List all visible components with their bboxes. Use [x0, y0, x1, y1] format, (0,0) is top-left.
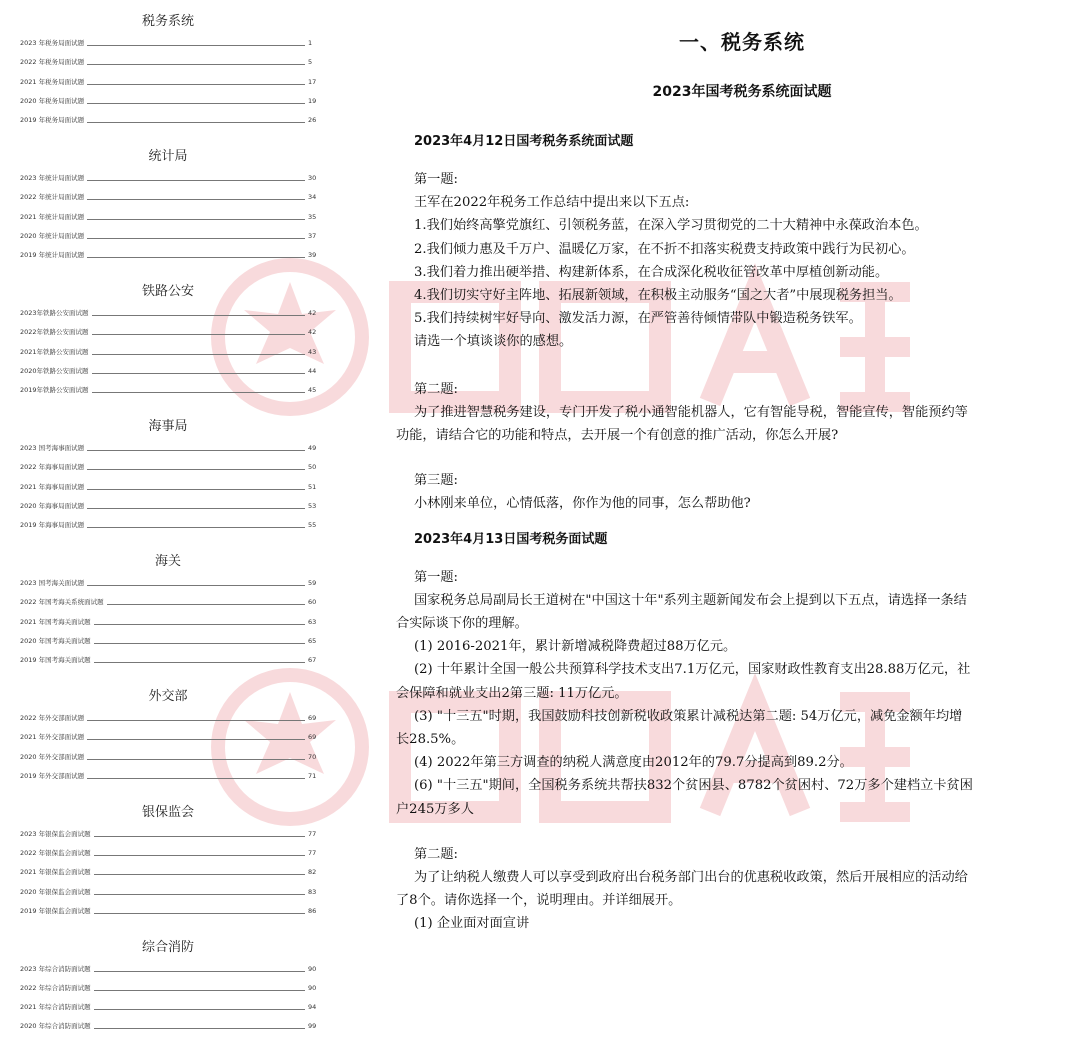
toc-page-number: 26	[308, 116, 317, 125]
toc-entry[interactable]	[14, 651, 322, 670]
text-line: 3.我们着力推出硬举措、构建新体系，在合成深化税收征管改革中厚植创新动能。	[414, 264, 889, 280]
toc-page-number: 90	[308, 983, 317, 992]
toc-entry-label: 2020年铁路公安面试题	[20, 366, 89, 375]
chapter-title: 一、税务系统	[679, 30, 805, 54]
toc-leader-line	[94, 632, 305, 644]
toc-page-number: 99	[308, 1022, 317, 1031]
text-line: 合实际谈下你的理解。	[396, 616, 528, 632]
text-line: 请选一个填谈谈你的感想。	[414, 334, 573, 350]
toc-section-title: 海事局	[148, 418, 188, 434]
text-line: 国家税务总局副局长王道树在"中国这十年"系列主题新闻发布会上提到以下五点，请选择一条结	[414, 592, 967, 608]
toc-entry-label: 2019 年海事局面试题	[20, 521, 85, 530]
toc-leader-line	[94, 825, 305, 837]
toc-page-number: 55	[308, 521, 317, 530]
toc-page-number: 69	[308, 713, 317, 722]
toc-page-number: 44	[308, 366, 317, 375]
toc-leader-line	[94, 902, 305, 914]
toc-page-number: 50	[308, 463, 317, 472]
question-label: 第一题:	[414, 172, 459, 187]
toc-page-number: 86	[308, 906, 317, 915]
toc-page-number: 45	[308, 386, 317, 395]
toc-section-title: 银保监会	[141, 804, 194, 820]
toc-entry[interactable]	[14, 748, 322, 767]
toc-leader-line	[87, 246, 305, 258]
toc-section-title: 税务系统	[141, 14, 194, 29]
toc-entry[interactable]	[14, 767, 322, 786]
toc-page-number: 42	[308, 308, 317, 317]
toc-entry[interactable]	[14, 439, 322, 458]
toc-entry-label: 2020 年国考海关面试题	[20, 636, 91, 645]
toc-entry[interactable]	[14, 728, 322, 747]
toc-page-number: 51	[308, 482, 317, 491]
toc-page-number: 59	[308, 578, 317, 587]
toc-section	[14, 415, 322, 535]
toc-entry-label: 2021年铁路公安面试题	[20, 347, 89, 356]
toc-page-number: 77	[308, 848, 317, 857]
toc-entry[interactable]	[14, 478, 322, 497]
subsection-heading-apr13: 2023年4月13日国考税务面试题	[414, 531, 608, 547]
toc-entry-label: 2021 年国考海关面试题	[20, 617, 91, 626]
toc-entry-label: 2023 国考海关面试题	[20, 578, 85, 587]
question-body	[396, 492, 1052, 515]
toc-leader-line	[107, 593, 305, 605]
toc-entry-label: 2023 年税务局面试题	[20, 39, 85, 47]
toc-entry[interactable]	[14, 497, 322, 516]
question-body	[396, 866, 1052, 912]
question-label: 第一题:	[414, 569, 459, 585]
toc-leader-line	[94, 960, 305, 972]
toc-page-number: 49	[308, 443, 317, 452]
toc-entry[interactable]	[14, 304, 322, 323]
toc-entry-label: 2021 年外交部面试题	[20, 733, 85, 742]
toc-entry[interactable]	[14, 246, 322, 265]
toc-entry-label: 2019 年外交部面试题	[20, 771, 85, 780]
toc-page-number: 43	[308, 347, 317, 356]
toc-leader-line	[92, 323, 305, 335]
question-label: 第二题:	[414, 381, 459, 397]
text-line: 了8个。请你选择一个，说明理由。并详细展开。	[396, 893, 682, 909]
toc-entry-label: 2020 年统计局面试题	[20, 231, 85, 240]
table-of-contents	[14, 10, 322, 1051]
toc-page-number: 70	[308, 752, 317, 761]
toc-page-number: 19	[308, 96, 317, 105]
toc-page-number: 83	[308, 887, 317, 896]
toc-leader-line	[87, 111, 305, 123]
toc-entry[interactable]	[14, 362, 322, 381]
toc-leader-line	[87, 73, 305, 85]
toc-page-number: 34	[308, 193, 317, 202]
list-item-line: 长28.5%。	[396, 732, 465, 748]
toc-leader-line	[87, 188, 305, 200]
toc-entry[interactable]	[14, 111, 322, 130]
toc-leader-line	[92, 304, 305, 316]
toc-entry-label: 2021 年海事局面试题	[20, 482, 85, 491]
toc-entry[interactable]	[14, 92, 322, 111]
text-line: 4.我们切实守好主阵地、拓展新领域，在积极主动服务“国之大者”中展现税务担当。	[414, 288, 902, 304]
toc-leader-line	[87, 709, 305, 721]
toc-entry[interactable]	[14, 825, 322, 844]
toc-entry-label: 2023年铁路公安面试题	[20, 308, 89, 317]
toc-entry[interactable]	[14, 381, 322, 400]
toc-leader-line	[87, 439, 305, 451]
toc-page-number: 71	[308, 771, 317, 780]
toc-entry[interactable]	[14, 73, 322, 92]
toc-page-number: 5	[308, 58, 313, 67]
toc-entry[interactable]	[14, 458, 322, 477]
toc-entry[interactable]	[14, 227, 322, 246]
toc-page-number: 39	[308, 251, 317, 260]
toc-entry-label: 2020 年税务局面试题	[20, 96, 85, 105]
toc-leader-line	[94, 979, 305, 991]
toc-section	[14, 145, 322, 265]
toc-page-number: 67	[308, 656, 317, 665]
toc-entry[interactable]	[14, 574, 322, 593]
text-line: 2.我们倾力惠及千万户、温暖亿万家，在不折不扣落实税费支持政策中践行为民初心。	[414, 241, 915, 257]
toc-entry-label: 2022年铁路公安面试题	[20, 328, 89, 337]
toc-page-number: 17	[308, 77, 317, 86]
question-body	[396, 589, 1052, 635]
toc-leader-line	[92, 381, 305, 393]
list-item-line: 户245万多人	[396, 801, 474, 817]
toc-entry[interactable]	[14, 632, 322, 651]
toc-leader-line	[87, 53, 305, 65]
toc-entry[interactable]	[14, 516, 322, 535]
toc-entry-label: 2021 年综合消防面试题	[20, 1003, 91, 1012]
toc-leader-line	[87, 227, 305, 239]
toc-section-title: 外交部	[148, 688, 188, 704]
toc-entry-label: 2023 年综合消防面试题	[20, 964, 91, 973]
toc-section-title: 综合消防	[141, 939, 194, 955]
toc-entry[interactable]	[14, 960, 322, 979]
toc-page-number: 37	[308, 231, 317, 240]
toc-entry-label: 2019 年银保监会面试题	[20, 906, 91, 915]
toc-leader-line	[94, 613, 305, 625]
toc-leader-line	[87, 92, 305, 104]
toc-entry[interactable]	[14, 844, 322, 863]
toc-entry[interactable]	[14, 1017, 322, 1036]
toc-entry-label: 2022 年外交部面试题	[20, 713, 85, 722]
toc-section	[14, 280, 322, 400]
toc-page-number: 77	[308, 829, 317, 838]
toc-leader-line	[87, 34, 305, 46]
toc-entry-label: 2020 年银保监会面试题	[20, 887, 91, 896]
toc-entry[interactable]	[14, 343, 322, 362]
toc-leader-line	[87, 728, 305, 740]
toc-section-title: 海关	[154, 553, 181, 569]
text-line: 为了推进智慧税务建设，专门开发了税小通智能机器人，它有智能导税，智能宣传，智能预约等	[414, 404, 968, 420]
toc-page-number: 65	[308, 636, 317, 645]
toc-leader-line	[87, 497, 305, 509]
toc-entry-label: 2022 年银保监会面试题	[20, 848, 91, 857]
toc-page-number: 35	[308, 212, 317, 221]
list-item-line: (2) 十年累计全国一般公共预算科学技术支出7.1万亿元，国家财政性教育支出28.88万亿元，社	[414, 662, 971, 678]
toc-entry[interactable]	[14, 863, 322, 882]
toc-leader-line	[87, 458, 305, 470]
text-line: 1.我们始终高擎党旗红、引领税务蓝，在深入学习贯彻党的二十大精神中永葆政治本色。	[414, 218, 928, 234]
toc-page-number: 42	[308, 328, 317, 337]
toc-leader-line	[87, 478, 305, 490]
toc-entry-label: 2019 年税务局面试题	[20, 116, 85, 125]
toc-entry-label: 2019 年统计局面试题	[20, 251, 85, 260]
toc-entry-label: 2019 年国考海关面试题	[20, 656, 91, 665]
toc-section	[14, 936, 322, 1037]
toc-section-title: 统计局	[148, 148, 188, 164]
text-line: 为了让纳税人缴费人可以享受到政府出台税务部门出台的优惠税收政策，然后开展相应的活动给	[414, 870, 968, 886]
toc-leader-line	[87, 748, 305, 760]
toc-page-number: 60	[308, 598, 317, 607]
toc-section	[14, 10, 322, 130]
toc-leader-line	[94, 651, 305, 663]
toc-entry[interactable]	[14, 883, 322, 902]
document-page	[396, 22, 1052, 936]
toc-entry-label: 2021 年银保监会面试题	[20, 868, 91, 877]
toc-leader-line	[87, 169, 305, 181]
toc-leader-line	[87, 767, 305, 779]
toc-leader-line	[87, 208, 305, 220]
toc-page-number: 69	[308, 733, 317, 742]
toc-entry[interactable]	[14, 998, 322, 1017]
toc-entry[interactable]	[14, 208, 322, 227]
question-items	[396, 635, 1052, 821]
toc-entry-label: 2022 年税务局面试题	[20, 58, 85, 67]
list-item-line: (6) "十三五"期间，全国税务系统共帮扶832个贫困县、8782个贫困村、72万多个建档立卡贫困	[414, 778, 973, 794]
toc-entry[interactable]	[14, 593, 322, 612]
toc-leader-line	[92, 343, 305, 355]
toc-entry-label: 2021 年统计局面试题	[20, 212, 85, 221]
list-item-line: (4) 2022年第三方调查的纳税人满意度由2012年的79.7分提高到89.2分。	[414, 755, 853, 771]
toc-entry-label: 2019年铁路公安面试题	[20, 386, 89, 395]
toc-entry-label: 2020 年海事局面试题	[20, 501, 85, 510]
question-label: 第三题:	[414, 473, 459, 489]
toc-leader-line	[94, 844, 305, 856]
toc-leader-line	[87, 516, 305, 528]
text-line: 王军在2022年税务工作总结中提出来以下五点:	[414, 195, 690, 211]
list-item-line: (3) "十三五"时期，我国鼓励科技创新税收政策累计减税达第二题: 54万亿元，减免金额年均增	[414, 708, 963, 724]
toc-entry[interactable]	[14, 902, 322, 921]
toc-entry[interactable]	[14, 169, 322, 188]
toc-leader-line	[94, 883, 305, 895]
subsection-heading-apr12: 2023年4月12日国考税务系统面试题	[414, 134, 634, 149]
toc-entry-label: 2020 年综合消防面试题	[20, 1022, 91, 1031]
toc-entry-label: 2022 年海事局面试题	[20, 463, 85, 472]
text-line: 功能，请结合它的功能和特点，去开展一个有创意的推广活动，你怎么开展?	[396, 428, 839, 444]
text-line: 小林刚来单位，心情低落，你作为他的同事，怎么帮助他?	[414, 496, 751, 512]
toc-page-number: 94	[308, 1003, 317, 1012]
toc-entry-label: 2023 年银保监会面试题	[20, 829, 91, 838]
toc-page-number: 53	[308, 501, 317, 510]
toc-entry[interactable]	[14, 53, 322, 72]
question-body	[396, 401, 1052, 447]
toc-section	[14, 550, 322, 670]
question-label: 第二题:	[414, 846, 459, 862]
toc-leader-line	[87, 574, 305, 586]
toc-section	[14, 801, 322, 921]
list-item-line: 会保障和就业支出2第三题: 11万亿元。	[396, 685, 628, 701]
toc-entry-label: 2022 年国考海关系统面试题	[20, 598, 104, 607]
toc-leader-line	[94, 1017, 305, 1029]
toc-entry-label: 2023 国考海事面试题	[20, 443, 85, 452]
toc-leader-line	[92, 362, 305, 374]
toc-entry[interactable]	[14, 34, 322, 53]
toc-entry-label: 2022 年综合消防面试题	[20, 983, 91, 992]
toc-entry-label: 2023 年统计局面试题	[20, 173, 85, 182]
toc-entry-label: 2022 年统计局面试题	[20, 193, 85, 202]
toc-page-number: 1	[308, 39, 313, 47]
toc-entry[interactable]	[14, 979, 322, 998]
toc-page-number: 30	[308, 173, 317, 182]
list-item-line: (1) 2016-2021年，累计新增减税降费超过88万亿元。	[414, 639, 737, 655]
toc-leader-line	[94, 998, 305, 1010]
toc-page-number: 90	[308, 964, 317, 973]
question-body	[396, 191, 1052, 353]
toc-page-number: 82	[308, 868, 317, 877]
toc-entry[interactable]	[14, 188, 322, 207]
text-line: 5.我们持续树牢好导向、激发活力源，在严管善待倾情带队中锻造税务铁军。	[414, 311, 862, 327]
toc-section	[14, 685, 322, 786]
toc-entry-label: 2021 年税务局面试题	[20, 77, 85, 86]
toc-section-title: 铁路公安	[141, 283, 194, 299]
toc-entry[interactable]	[14, 709, 322, 728]
section-title: 2023年国考税务系统面试题	[652, 84, 832, 100]
question-item: (1) 企业面对面宣讲	[414, 916, 530, 932]
toc-page-number: 63	[308, 617, 317, 626]
toc-leader-line	[94, 863, 305, 875]
toc-entry[interactable]	[14, 613, 322, 632]
toc-entry-label: 2020 年外交部面试题	[20, 752, 85, 761]
toc-entry[interactable]	[14, 323, 322, 342]
